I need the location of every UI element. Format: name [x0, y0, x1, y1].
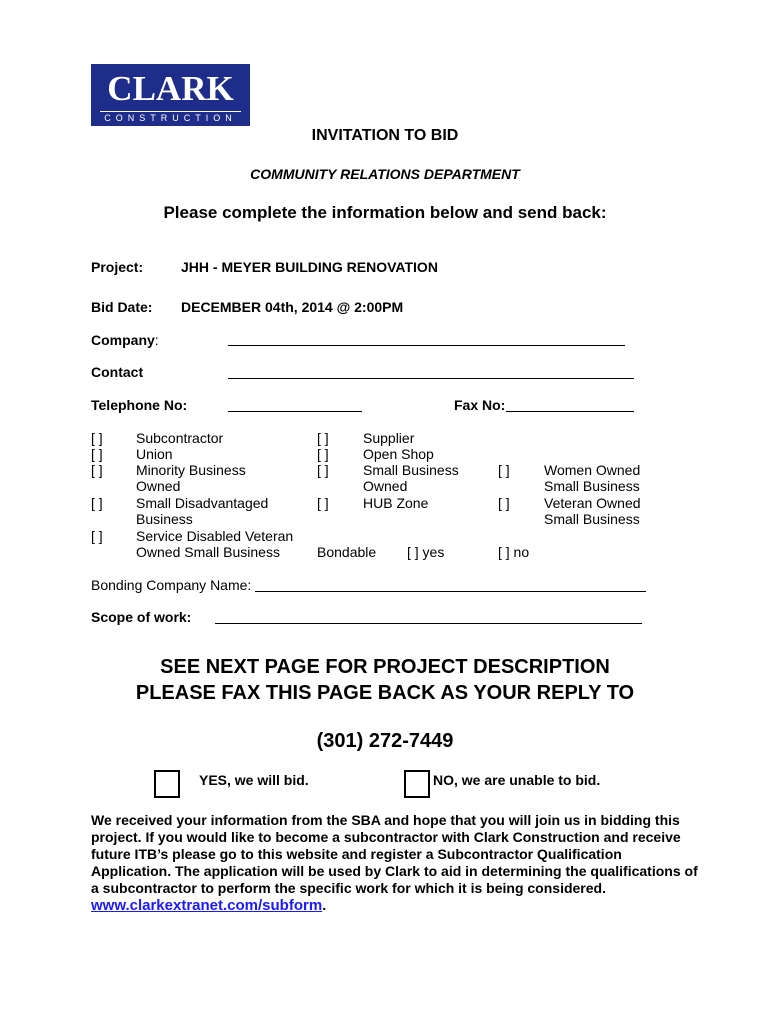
project-label: Project: [91, 259, 144, 275]
yes-bid-label: YES, we will bid. [199, 772, 309, 788]
category-label: Women Owned [544, 462, 641, 478]
bondable-yes-checkbox[interactable]: [ ] yes [407, 544, 445, 560]
fax-field[interactable] [506, 411, 634, 412]
category-label: Supplier [363, 430, 415, 446]
contact-label: Contact [91, 364, 144, 380]
minority-business-checkbox[interactable]: [ ] [91, 462, 103, 478]
category-label: Minority Business [136, 462, 246, 478]
notice-line-1: SEE NEXT PAGE FOR PROJECT DESCRIPTION [160, 656, 610, 678]
category-label: Owned [363, 478, 408, 494]
paragraph-text: We received your information from the SBA and hope that you will join us in bidding this project. If you would like to become a subcontractor with Clark Construction and receive future ITB’s please go to this website and register a Subcontractor Qualification Application. The application will be used by Clark to aid in determining the qualifications of a subcontractor to perform the specific work for which it is being considered. [91, 812, 698, 896]
veteran-owned-checkbox[interactable]: [ ] [498, 495, 510, 511]
service-disabled-veteran-checkbox[interactable]: [ ] [91, 528, 103, 544]
logo-subtitle: CONSTRUCTION [100, 111, 241, 124]
category-label: Veteran Owned [544, 495, 641, 511]
project-value: JHH - MEYER BUILDING RENOVATION [181, 259, 438, 275]
notice-line-2: PLEASE FAX THIS PAGE BACK AS YOUR REPLY TO [135, 682, 635, 704]
info-paragraph [91, 812, 701, 914]
company-field[interactable] [228, 345, 625, 346]
hub-zone-checkbox[interactable]: [ ] [317, 495, 329, 511]
bondable-label: Bondable [317, 544, 377, 560]
small-business-owned-checkbox[interactable]: [ ] [317, 462, 329, 478]
category-label: Owned [136, 478, 181, 494]
no-bid-label: NO, we are unable to bid. [433, 772, 601, 788]
category-label: Open Shop [363, 446, 434, 462]
scope-label: Scope of work: [91, 609, 192, 625]
supplier-checkbox[interactable]: [ ] [317, 430, 329, 446]
department-name: COMMUNITY RELATIONS DEPARTMENT [250, 166, 520, 182]
open-shop-checkbox[interactable]: [ ] [317, 446, 329, 462]
subcontractor-checkbox[interactable]: [ ] [91, 430, 103, 446]
category-label: Small Business [544, 511, 640, 527]
instruction-text: Please complete the information below and send back: [163, 203, 607, 222]
category-label: Small Business [363, 462, 459, 478]
category-label: HUB Zone [363, 495, 429, 511]
company-label: Company: [91, 332, 159, 348]
bonding-company-field[interactable] [255, 591, 646, 592]
category-label: Small Business [544, 478, 640, 494]
telephone-field[interactable] [228, 411, 362, 412]
subform-link[interactable]: www.clarkextranet.com/subform [91, 897, 323, 914]
union-checkbox[interactable]: [ ] [91, 446, 103, 462]
category-label: Business [136, 511, 193, 527]
small-disadvantaged-checkbox[interactable]: [ ] [91, 495, 103, 511]
category-label: Union [136, 446, 173, 462]
fax-number: (301) 272-7449 [316, 730, 454, 752]
no-bid-checkbox[interactable] [404, 770, 430, 798]
women-owned-checkbox[interactable]: [ ] [498, 462, 510, 478]
yes-bid-checkbox[interactable] [154, 770, 180, 798]
fax-label: Fax No: [454, 397, 506, 413]
category-label: Owned Small Business [136, 544, 280, 560]
category-label: Subcontractor [136, 430, 224, 446]
category-label: Service Disabled Veteran [136, 528, 294, 544]
bid-date-label: Bid Date: [91, 299, 153, 315]
category-label: Small Disadvantaged [136, 495, 269, 511]
bonding-company-label: Bonding Company Name: [91, 577, 252, 593]
telephone-label: Telephone No: [91, 397, 188, 413]
scope-field[interactable] [215, 623, 642, 624]
paragraph-end: . [322, 897, 327, 913]
bid-date-value: DECEMBER 04th, 2014 @ 2:00PM [181, 299, 404, 315]
logo-wordmark: CLARK [107, 69, 234, 108]
contact-field[interactable] [228, 378, 634, 379]
document-title: INVITATION TO BID [311, 127, 459, 144]
bondable-no-checkbox[interactable]: [ ] no [498, 544, 530, 560]
clark-construction-logo [91, 64, 250, 126]
